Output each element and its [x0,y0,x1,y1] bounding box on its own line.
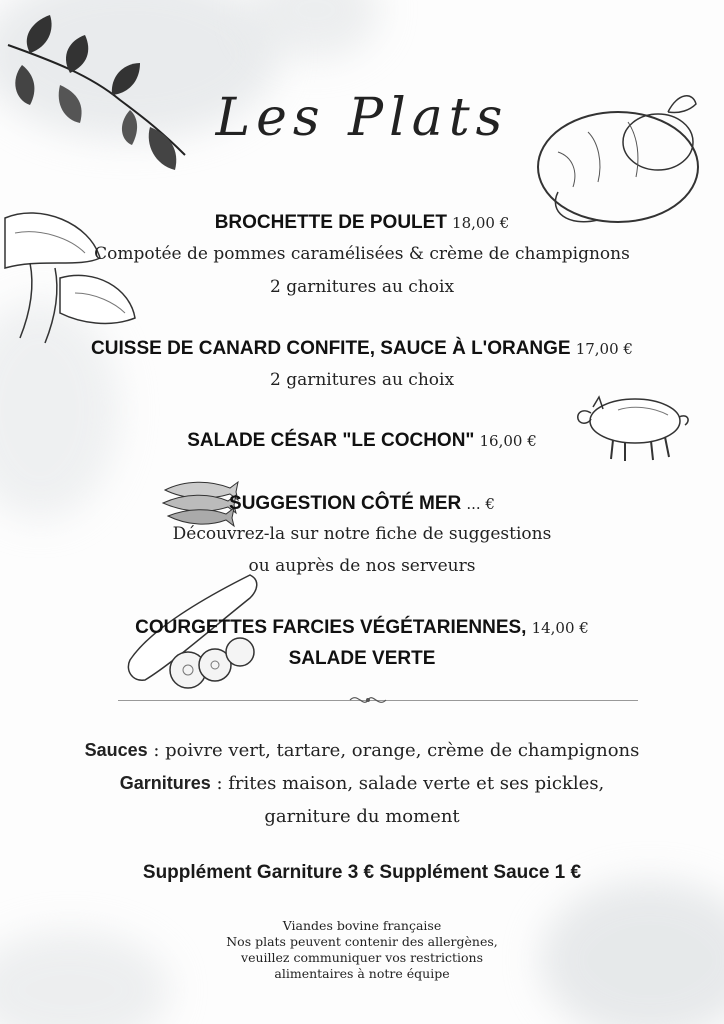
footer-line: veuillez communiquer vos restrictions [241,950,483,965]
footer-line: Nos plats peuvent contenir des allergènes, [226,934,498,949]
dish-price: ... € [466,495,495,513]
dish-name: COURGETTES FARCIES VÉGÉTARIENNES, [135,617,527,638]
dish-line-suggestion [0,493,724,515]
footer-line: alimentaires à notre équipe [274,966,450,981]
pig-illustration [573,385,698,465]
sauces-label: Sauces [84,740,148,760]
garnitures-line [0,773,724,794]
dish-description: 2 garnitures au choix [269,277,455,297]
dish-line-canard [0,338,724,360]
dish-description: 2 garnitures au choix [269,370,455,390]
dish-price: 17,00 € [575,340,633,358]
dish-name: CUISSE DE CANARD CONFITE, SAUCE À L'ORANGE [91,338,571,359]
dish-description: Compotée de pommes caramélisées & crème de champignons [94,244,630,264]
dish-name: BROCHETTE DE POULET [214,212,447,233]
dish-description: ou auprès de nos serveurs [248,556,476,576]
garnitures-text-continued: garniture du moment [264,806,460,827]
ornament-icon [348,692,388,708]
dish-description: SALADE VERTE [288,648,436,669]
dish-line-salade-cesar [0,430,724,452]
dish-name: SALADE CÉSAR "LE COCHON" [187,430,475,451]
dish-line-brochette [0,212,724,234]
dish-price: 14,00 € [531,619,589,637]
sauces-text: : poivre vert, tartare, orange, crème de champignons [147,740,640,761]
garnitures-label: Garnitures [119,773,211,793]
dish-line-courgettes [0,617,724,639]
dish-price: 18,00 € [452,214,510,232]
dish-price: 16,00 € [479,432,537,450]
footer-line: Viandes bovine française [282,918,442,933]
dish-name: SUGGESTION CÔTÉ MER [229,493,462,514]
supplements-line: Supplément Garniture 3 € Supplément Sauce 1 € [142,862,582,883]
garnitures-text: : frites maison, salade verte et ses pickles, [210,773,605,794]
sauces-line [0,740,724,761]
menu-title: Les Plats [215,88,509,148]
dish-description: Découvrez-la sur notre fiche de suggestions [172,524,552,544]
